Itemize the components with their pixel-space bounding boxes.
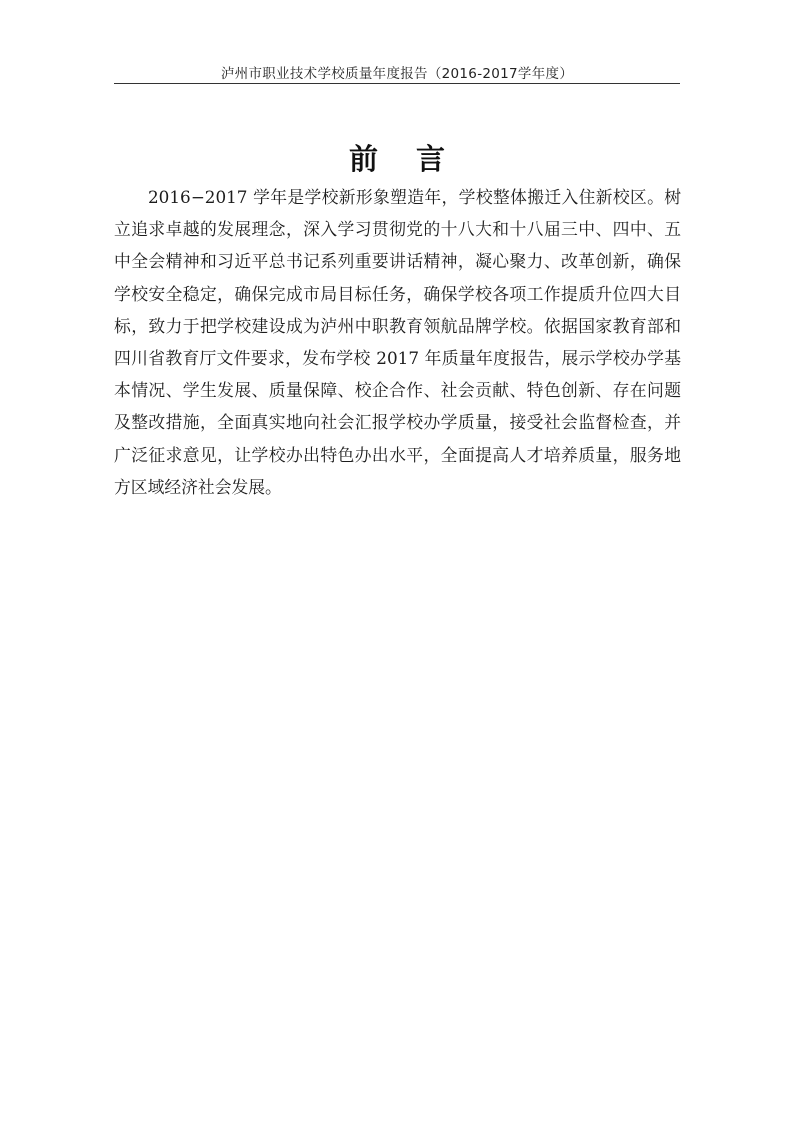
page-title: 前言: [348, 142, 483, 177]
running-header: 泸州市职业技术学校质量年度报告（2016-2017学年度）: [220, 66, 574, 82]
preface-paragraph: 2016−2017 学年是学校新形象塑造年，学校整体搬迁入住新校区。树立追求卓越的发展理念，深入学习贯彻党的十八大和十八届三中、四中、五中全会精神和习近平总书记系列重要讲话精神，凝心聚力、改革创新，确保学校安全稳定，确保完成市局目标任务，确保学校各项工作提质升位四大目标，致力于把学校建设成为泸州中职教育领航品牌学校。依据国家教育部和四川省教育厅文件要求，发布学校 2017 年质量年度报告，展示学校办学基本情况、学生发展、质量保障、校企合作、社会贡献、特色创新、存在问题及整改措施，全面真实地向社会汇报学校办学质量，接受社会监督检查，并广泛征求意见，让学校办出特色办出水平，全面提高人才培养质量，服务地方区域经济社会发展。: [114, 187, 681, 497]
header-divider: [114, 83, 680, 84]
